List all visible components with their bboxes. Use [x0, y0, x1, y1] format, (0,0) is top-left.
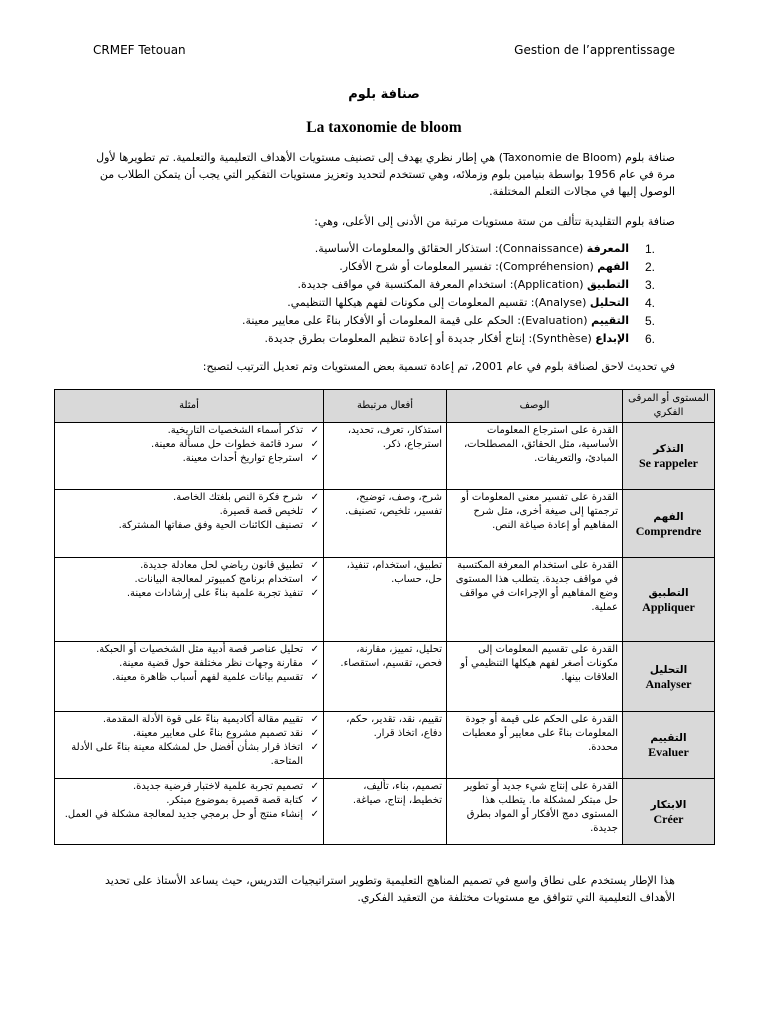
verbs-cell: تطبيق، استخدام، تنفيذ، حل، حساب.	[324, 558, 447, 642]
level-name-fr: Se rappeler	[639, 456, 698, 470]
examples-list	[59, 491, 319, 533]
examples-list	[59, 780, 319, 822]
example-item: ✓ تصميم تجربة علمية لاختبار فرضية جديدة.	[59, 780, 319, 794]
level-description: (Connaissance): استذكار الحقائق والمعلومات الأساسية.	[314, 242, 587, 255]
level-name-ar: التذكر	[653, 443, 684, 455]
example-item: ✓ اتخاذ قرار بشأن أفضل حل لمشكلة معينة بناءً على الأدلة المتاحة.	[59, 741, 319, 769]
examples-cell	[55, 490, 324, 558]
example-item: ✓ تنفيذ تجربة علمية بناءً على إرشادات معينة.	[59, 587, 319, 601]
level-cell	[623, 779, 715, 845]
level-name-fr: Créer	[653, 811, 684, 826]
level-description: (Analyse): تقسيم المعلومات إلى مكونات لفهم هيكلها التنظيمي.	[287, 296, 590, 309]
level-name-ar: التطبيق	[648, 586, 689, 599]
level-name: الفهم	[597, 260, 629, 273]
page-title-arabic: صنافة بلوم	[348, 87, 420, 102]
level-name-fr: Comprendre	[635, 523, 702, 538]
level-description: (Synthèse): إنتاج أفكار جديدة أو إعادة تنظيم المعلومات بطرق جديدة.	[264, 332, 596, 345]
level-name: التحليل	[589, 296, 629, 309]
table-row	[55, 423, 715, 490]
header-institution: CRMEF Tetouan	[93, 43, 186, 57]
example-item: ✓ استرجاع تواريخ أحداث معينة.	[59, 452, 319, 466]
examples-list	[59, 424, 319, 466]
examples-cell	[55, 712, 324, 779]
level-item	[200, 258, 655, 276]
example-item: ✓ تلخيص قصة قصيرة.	[59, 505, 319, 519]
level-cell	[623, 423, 715, 490]
example-item: ✓ إنشاء منتج أو حل برمجي جديد لمعالجة مشكلة في العمل.	[59, 808, 319, 822]
example-item: ✓ تقييم مقالة أكاديمية بناءً على قوة الأدلة المقدمة.	[59, 713, 319, 727]
example-item: ✓ شرح فكرة النص بلغتك الخاصة.	[59, 491, 319, 505]
level-cell	[623, 558, 715, 642]
header-level: المستوى أو المرقى الفكري	[623, 390, 715, 423]
header-examples: أمثلة	[55, 390, 324, 423]
level-number: 1.	[644, 242, 655, 256]
level-number: 4.	[644, 296, 655, 310]
example-item: ✓ سرد قائمة خطوات حل مسألة معينة.	[59, 438, 319, 452]
example-item: ✓ مقارنة وجهات نظر مختلفة حول قضية معينة.	[59, 657, 319, 671]
bloom-taxonomy-table	[54, 389, 715, 845]
level-number: 6.	[644, 332, 655, 346]
level-description: (Application): استخدام المعرفة المكتسبة في مواقف جديدة.	[297, 278, 587, 291]
example-item: ✓ تطبيق قانون رياضي لحل معادلة جديدة.	[59, 559, 319, 573]
verbs-cell: تقييم، نقد، تقدير، حكم، دفاع، اتخاذ قرار.	[324, 712, 447, 779]
verbs-cell: شرح، وصف، توضيح، تفسير، تلخيص، تصنيف.	[324, 490, 447, 558]
level-description: (Evaluation): الحكم على قيمة المعلومات أو الأفكار بناءً على معايير معينة.	[241, 314, 592, 327]
description-cell: القدرة على تفسير معنى المعلومات أو ترجمتها إلى صيغة أخرى، مثل شرح المفاهيم أو إعادة صياغة النص.	[447, 490, 623, 558]
level-item	[200, 294, 655, 312]
verbs-cell: تصميم، بناء، تأليف، تخطيط، إنتاج، صياغة.	[324, 779, 447, 845]
level-item	[200, 312, 655, 330]
level-name-ar: الابتكار	[650, 798, 687, 811]
table-row	[55, 558, 715, 642]
level-item	[200, 240, 655, 258]
level-name-ar: الفهم	[653, 510, 684, 523]
example-item: ✓ كتابة قصة قصيرة بموضوع مبتكر.	[59, 794, 319, 808]
level-name: الإبداع	[595, 332, 629, 345]
levels-intro-paragraph: صنافة بلوم التقليدية تتألف من ستة مستويات مرتبة من الأدنى إلى الأعلى، وهي:	[314, 215, 675, 228]
example-item: ✓ تذكر أسماء الشخصيات التاريخية.	[59, 424, 319, 438]
examples-list	[59, 713, 319, 769]
table-row	[55, 642, 715, 712]
level-name-fr: Appliquer	[642, 599, 695, 614]
example-item: ✓ تصنيف الكائنات الحية وفق صفاتها المشتركة.	[59, 519, 319, 533]
table-row	[55, 779, 715, 845]
level-number: 2.	[644, 260, 655, 274]
table-header-row	[55, 390, 715, 423]
level-item	[200, 330, 655, 348]
level-cell	[623, 490, 715, 558]
level-item	[200, 276, 655, 294]
level-number: 5.	[644, 314, 655, 328]
page-title-french: La taxonomie de bloom	[306, 119, 462, 136]
level-name-fr: Evaluer	[648, 745, 689, 759]
example-item: ✓ تقسيم بيانات علمية لفهم أسباب ظاهرة معينة.	[59, 671, 319, 685]
level-description: (Compréhension): تفسير المعلومات أو شرح الأفكار.	[339, 260, 598, 273]
example-item: ✓ تحليل عناصر قصة أدبية مثل الشخصيات أو الحبكة.	[59, 643, 319, 657]
level-name-ar: التقييم	[650, 732, 687, 744]
level-name: التطبيق	[586, 278, 629, 291]
description-cell: القدرة على تقسيم المعلومات إلى مكونات أصغر لفهم هيكلها التنظيمي أو العلاقات بينها.	[447, 642, 623, 712]
examples-list	[59, 559, 319, 601]
example-item: ✓ استخدام برنامج كمبيوتر لمعالجة البيانات.	[59, 573, 319, 587]
table-row	[55, 490, 715, 558]
level-name: المعرفة	[586, 242, 629, 255]
examples-cell	[55, 423, 324, 490]
level-name: التقييم	[591, 314, 629, 327]
table-row	[55, 712, 715, 779]
revision-intro-paragraph: في تحديث لاحق لصنافة بلوم في عام 2001، تم إعادة تسمية بعض المستويات وتم تعديل الترتيب لتصبح:	[202, 360, 675, 373]
examples-list	[59, 643, 319, 685]
header-verbs: أفعال مرتبطة	[324, 390, 447, 423]
examples-cell	[55, 558, 324, 642]
examples-cell	[55, 779, 324, 845]
level-cell	[623, 642, 715, 712]
level-name-fr: Analyser	[645, 676, 692, 691]
header-course: Gestion de l’apprentissage	[514, 43, 675, 57]
description-cell: القدرة على الحكم على قيمة أو جودة المعلومات بناءً على معايير أو معطيات محددة.	[447, 712, 623, 779]
verbs-cell: تحليل، تمييز، مقارنة، فحص، تقسيم، استقصاء.	[324, 642, 447, 712]
description-cell: القدرة على إنتاج شيء جديد أو تطوير حل مبتكر لمشكلة ما. يتطلب هذا المستوى دمج الأفكار أو المواد بطرق جديدة.	[447, 779, 623, 845]
intro-paragraph: صنافة بلوم (Taxonomie de Bloom) هي إطار نظري يهدف إلى تصنيف مستويات الأهداف التعليمية والتعلمية. تم تطويرها لأول مرة في عام 1956 بواسطة بنيامين بلوم وزملائه، وهي تستخدم لتحديد وتعزيز مستويات التفكير التي يجب أن يتمكن الطلاب من الوصول إليها في مجالات التعلم المختلفة.	[96, 151, 675, 198]
header-description: الوصف	[447, 390, 623, 423]
levels-list	[200, 240, 655, 348]
verbs-cell: استذكار، تعرف، تحديد، استرجاع، ذكر.	[324, 423, 447, 490]
level-number: 3.	[644, 278, 655, 292]
level-name-ar: التحليل	[649, 663, 688, 676]
conclusion-paragraph: هذا الإطار يستخدم على نطاق واسع في تصميم المناهج التعليمية وتطوير استراتيجيات التدريس، حيث يساعد الأستاذ على تحديد الأهداف التعليمية التي تتوافق مع مستويات مختلفة من التعقيد الفكري.	[104, 874, 675, 904]
examples-cell	[55, 642, 324, 712]
level-cell	[623, 712, 715, 779]
description-cell: القدرة على استخدام المعرفة المكتسبة في مواقف جديدة. يتطلب هذا المستوى وضع المفاهيم أو الإجراءات في مواقف عملية.	[447, 558, 623, 642]
example-item: ✓ نقد تصميم مشروع بناءً على معايير معينة.	[59, 727, 319, 741]
description-cell: القدرة على استرجاع المعلومات الأساسية، مثل الحقائق، المصطلحات، المبادئ، والتعريفات.	[447, 423, 623, 490]
